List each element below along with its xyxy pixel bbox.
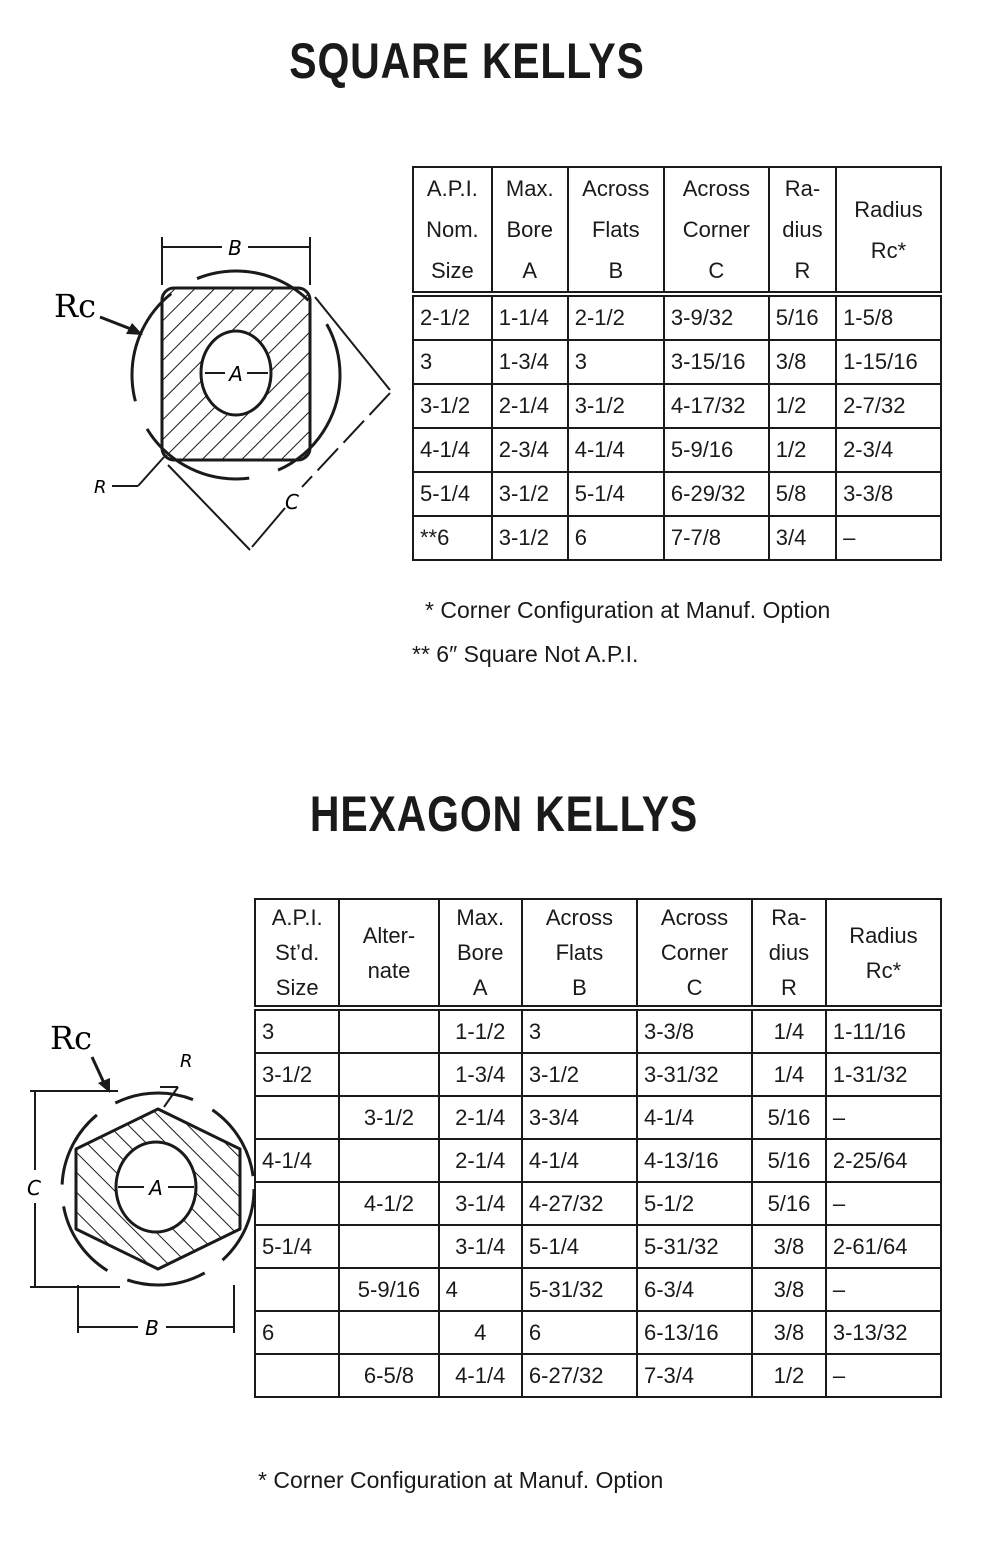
table-cell: 3-1/4 [439,1182,522,1225]
table-cell: – [836,516,941,560]
table-cell: 7-3/4 [637,1354,752,1397]
hexagon-col-across-corner: Across Corner C [637,899,752,1008]
table-row [255,1225,941,1268]
table-cell: 3-13/32 [826,1311,941,1354]
square-note-not-api: ** 6″ Square Not A.P.I. [412,641,639,667]
table-cell: 6 [568,516,664,560]
table-cell: 2-1/2 [568,294,664,340]
hexagon-col-max-bore: Max. Bore A [439,899,522,1008]
table-cell: 3-31/32 [637,1053,752,1096]
table-cell: 4-17/32 [664,384,769,428]
square-kelly-diagram [40,225,410,565]
table-cell [255,1268,339,1311]
square-col-radius-r: Ra- dius R [769,167,836,294]
square-col-across-flats: Across Flats B [568,167,664,294]
table-cell: 1-3/4 [439,1053,522,1096]
table-cell: 1-5/8 [836,294,941,340]
hexagon-col-radius-r: Ra- dius R [752,899,826,1008]
square-label-c: C [285,490,299,514]
table-cell [255,1096,339,1139]
table-cell: 3 [255,1008,339,1053]
table-cell: 5-9/16 [339,1268,438,1311]
table-cell [255,1182,339,1225]
hexagon-col-radius-rc: Radius Rc* [826,899,941,1008]
table-cell: 5-1/4 [255,1225,339,1268]
table-cell: 5/16 [769,294,836,340]
hexagon-col-api-std-size: A.P.I. St’d. Size [255,899,339,1008]
square-col-api-nom-size: A.P.I. Nom. Size [413,167,492,294]
table-cell: 4-1/2 [339,1182,438,1225]
table-cell [339,1053,438,1096]
table-row [255,1182,941,1225]
table-cell: 3 [413,340,492,384]
table-cell: 3-1/2 [522,1053,637,1096]
table-cell: 3/4 [769,516,836,560]
table-cell: 4-13/16 [637,1139,752,1182]
table-cell: 4-1/4 [637,1096,752,1139]
table-row [413,428,941,472]
hexagon-label-r: R [180,1051,193,1072]
table-cell: 1-1/2 [439,1008,522,1053]
table-cell: 3 [522,1008,637,1053]
table-cell: 2-3/4 [836,428,941,472]
table-cell: 1-11/16 [826,1008,941,1053]
table-cell: 1/4 [752,1053,826,1096]
table-cell: 2-25/64 [826,1139,941,1182]
table-cell: 6-13/16 [637,1311,752,1354]
table-cell: 2-1/4 [439,1139,522,1182]
table-cell: 1-1/4 [492,294,568,340]
table-cell: 3-1/2 [492,516,568,560]
square-label-b: B [228,236,242,260]
hexagon-note-corner: * Corner Configuration at Manuf. Option [258,1467,664,1493]
table-row [255,1354,941,1397]
table-cell: 3-1/2 [568,384,664,428]
table-cell: 7-7/8 [664,516,769,560]
table-cell: 3/8 [752,1311,826,1354]
table-row [413,516,941,560]
square-header-row [413,167,941,294]
table-cell: 4-1/4 [522,1139,637,1182]
table-cell: – [826,1096,941,1139]
square-col-across-corner: Across Corner C [664,167,769,294]
square-label-rc: Rc [54,287,97,325]
square-kellys-table [412,166,942,561]
table-cell: 3-3/4 [522,1096,637,1139]
hexagon-label-b: B [145,1316,159,1340]
table-cell: 1/2 [752,1354,826,1397]
table-cell: 5-1/4 [522,1225,637,1268]
hexagon-kellys-title: HEXAGON KELLYS [309,786,699,842]
hexagon-kellys-table [254,898,942,1398]
table-cell: 5/16 [752,1182,826,1225]
table-cell: 1/2 [769,428,836,472]
table-cell: 6-5/8 [339,1354,438,1397]
table-cell: 3-3/8 [836,472,941,516]
table-cell: 3/8 [752,1268,826,1311]
table-cell [339,1311,438,1354]
square-kellys-title: SQUARE KELLYS [289,33,645,89]
table-cell: 2-1/4 [492,384,568,428]
table-cell: 1-3/4 [492,340,568,384]
hexagon-header-row [255,899,941,1008]
table-cell: 1-15/16 [836,340,941,384]
table-cell: – [826,1354,941,1397]
table-cell: 3-1/2 [492,472,568,516]
table-cell: 1/4 [752,1008,826,1053]
square-col-max-bore: Max. Bore A [492,167,568,294]
table-cell: 3-1/2 [413,384,492,428]
table-cell: 4-1/4 [255,1139,339,1182]
table-cell: 3-1/4 [439,1225,522,1268]
table-row [413,340,941,384]
table-cell: – [826,1182,941,1225]
table-cell: 6-29/32 [664,472,769,516]
table-cell: 3 [568,340,664,384]
table-cell: 6-3/4 [637,1268,752,1311]
table-cell: 5/8 [769,472,836,516]
table-cell: 4-1/4 [439,1354,522,1397]
square-label-r: R [94,477,107,498]
table-cell: 1-31/32 [826,1053,941,1096]
hexagon-col-across-flats: Across Flats B [522,899,637,1008]
table-cell: 5-1/2 [637,1182,752,1225]
table-cell: 5-1/4 [568,472,664,516]
table-cell: **6 [413,516,492,560]
table-cell: 5-31/32 [522,1268,637,1311]
table-cell: 5/16 [752,1096,826,1139]
table-cell: 6 [522,1311,637,1354]
square-label-a: A [229,362,243,386]
table-row [255,1096,941,1139]
hexagon-label-c: C [27,1176,41,1200]
table-cell [339,1139,438,1182]
table-row [413,472,941,516]
hexagon-label-a: A [149,1176,163,1200]
table-cell [255,1354,339,1397]
table-cell: 3/8 [769,340,836,384]
hexagon-label-rc: Rc [50,1019,93,1057]
table-cell: 5/16 [752,1139,826,1182]
table-row [255,1311,941,1354]
table-cell: 1/2 [769,384,836,428]
table-row [255,1268,941,1311]
table-cell: 3-9/32 [664,294,769,340]
table-cell: 3-1/2 [255,1053,339,1096]
table-row [413,294,941,340]
table-cell: 3/8 [752,1225,826,1268]
table-row [255,1139,941,1182]
table-cell [339,1008,438,1053]
table-cell: 4-27/32 [522,1182,637,1225]
table-cell: 4-1/4 [413,428,492,472]
table-cell: 5-31/32 [637,1225,752,1268]
table-cell: 2-1/4 [439,1096,522,1139]
square-col-radius-rc: Radius Rc* [836,167,941,294]
hexagon-kelly-diagram [20,1015,260,1345]
table-cell: 5-1/4 [413,472,492,516]
table-cell: 4 [439,1268,522,1311]
table-cell: 6 [255,1311,339,1354]
table-cell: 4-1/4 [568,428,664,472]
table-cell: 3-15/16 [664,340,769,384]
table-row [255,1053,941,1096]
table-cell: 2-7/32 [836,384,941,428]
table-cell: 4 [439,1311,522,1354]
table-cell: 3-3/8 [637,1008,752,1053]
hexagon-col-alternate: Alter- nate [339,899,438,1008]
table-cell: 6-27/32 [522,1354,637,1397]
table-row [413,384,941,428]
table-row [255,1008,941,1053]
square-note-corner: * Corner Configuration at Manuf. Option [425,597,831,623]
table-cell: 2-61/64 [826,1225,941,1268]
table-cell: – [826,1268,941,1311]
table-cell: 2-3/4 [492,428,568,472]
table-cell [339,1225,438,1268]
table-cell: 3-1/2 [339,1096,438,1139]
table-cell: 2-1/2 [413,294,492,340]
table-cell: 5-9/16 [664,428,769,472]
